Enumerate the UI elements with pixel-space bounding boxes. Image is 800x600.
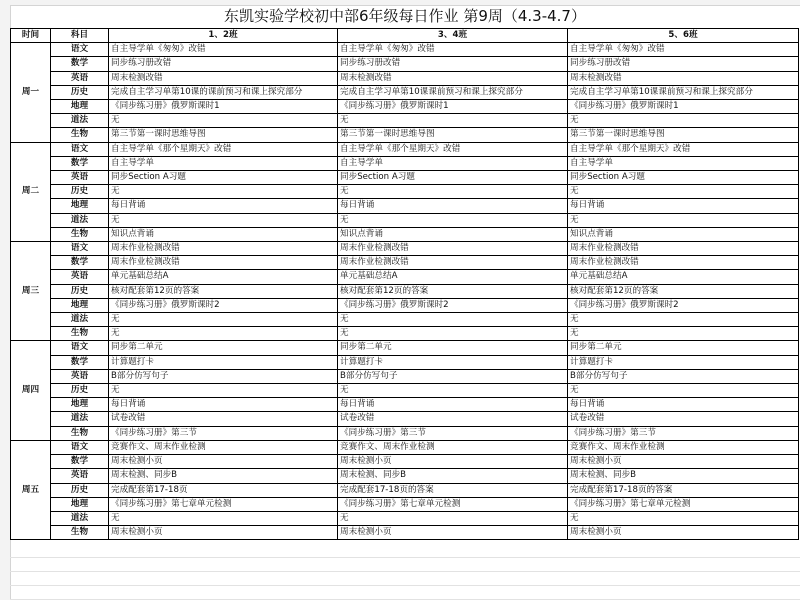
homework-cell[interactable]: 每日背诵 [568, 199, 799, 213]
homework-cell[interactable]: 无 [568, 327, 799, 341]
header-row [11, 29, 799, 43]
subject-cell[interactable]: 道法 [51, 313, 109, 327]
homework-cell[interactable]: 无 [338, 114, 568, 128]
homework-cell[interactable]: 计算题打卡 [338, 355, 568, 369]
homework-cell[interactable]: 《同步练习册》俄罗斯课时2 [109, 298, 338, 312]
homework-cell[interactable]: 《同步练习册》第三节 [568, 426, 799, 440]
homework-cell[interactable]: 试卷改错 [109, 412, 338, 426]
subject-cell[interactable]: 生物 [51, 128, 109, 142]
homework-cell[interactable]: 周末检测、同步B [338, 469, 568, 483]
homework-cell[interactable]: 同步练习册改错 [109, 57, 338, 71]
homework-cell[interactable]: B部分仿写句子 [109, 369, 338, 383]
table-row [11, 483, 799, 497]
empty-sheet-grid [10, 544, 800, 600]
homework-cell[interactable]: B部分仿写句子 [568, 369, 799, 383]
homework-cell[interactable]: 无 [109, 313, 338, 327]
subject-cell[interactable]: 地理 [51, 199, 109, 213]
subject-cell[interactable]: 道法 [51, 114, 109, 128]
subject-cell[interactable]: 语文 [51, 440, 109, 454]
homework-cell[interactable]: 竞赛作文、周末作业检测 [109, 440, 338, 454]
homework-cell[interactable]: 无 [109, 327, 338, 341]
homework-cell[interactable]: 无 [338, 313, 568, 327]
table-row [11, 156, 799, 170]
table-row [11, 327, 799, 341]
subject-cell[interactable]: 英语 [51, 270, 109, 284]
class-header[interactable]: 5、6班 [568, 29, 799, 43]
subject-cell[interactable]: 地理 [51, 298, 109, 312]
table-row [11, 71, 799, 85]
subject-cell[interactable]: 英语 [51, 369, 109, 383]
homework-table [10, 28, 799, 540]
subject-cell[interactable]: 生物 [51, 227, 109, 241]
homework-cell[interactable]: 无 [109, 185, 338, 199]
homework-cell[interactable]: 自主导学单《那个星期天》改错 [338, 142, 568, 156]
table-row [11, 199, 799, 213]
homework-cell[interactable]: 自主导学单 [568, 156, 799, 170]
homework-cell[interactable]: 无 [109, 114, 338, 128]
subject-cell[interactable]: 历史 [51, 85, 109, 99]
homework-cell[interactable]: 周末作业检测改错 [109, 242, 338, 256]
homework-cell[interactable]: 同步第二单元 [568, 341, 799, 355]
homework-cell[interactable]: 无 [338, 213, 568, 227]
homework-cell[interactable]: 周末检测改错 [109, 71, 338, 85]
homework-cell[interactable]: 同步第二单元 [338, 341, 568, 355]
subject-cell[interactable]: 道法 [51, 213, 109, 227]
homework-cell[interactable]: 核对配套第12页的答案 [568, 284, 799, 298]
homework-cell[interactable]: 竞赛作文、周末作业检测 [338, 440, 568, 454]
homework-cell[interactable]: 第三节第一课时思维导图 [109, 128, 338, 142]
subject-cell[interactable]: 英语 [51, 171, 109, 185]
subject-cell[interactable]: 数学 [51, 455, 109, 469]
homework-cell[interactable]: 每日背诵 [109, 199, 338, 213]
table-row [11, 369, 799, 383]
subject-cell[interactable]: 道法 [51, 511, 109, 525]
homework-cell[interactable]: 自主导学单 [338, 156, 568, 170]
sheet-title: 东凯实验学校初中部6年级每日作业 第9周（4.3-4.7） [224, 7, 586, 25]
homework-cell[interactable]: 周末检测小页 [109, 526, 338, 540]
homework-cell[interactable]: 无 [568, 384, 799, 398]
homework-cell[interactable]: 同步第二单元 [109, 341, 338, 355]
homework-cell[interactable]: 周末检测、同步B [568, 469, 799, 483]
homework-cell[interactable]: 无 [109, 384, 338, 398]
homework-cell[interactable]: 《同步练习册》俄罗斯课时2 [338, 298, 568, 312]
table-row [11, 398, 799, 412]
homework-cell[interactable]: 周末检测小页 [109, 455, 338, 469]
homework-cell[interactable]: 核对配套第12页的答案 [109, 284, 338, 298]
homework-cell[interactable]: 知识点背诵 [109, 227, 338, 241]
table-row [11, 242, 799, 256]
homework-cell[interactable]: 竞赛作文、周末作业检测 [568, 440, 799, 454]
homework-cell[interactable]: 《同步练习册》第三节 [338, 426, 568, 440]
homework-cell[interactable]: 《同步练习册》俄罗斯课时1 [568, 100, 799, 114]
table-row [11, 469, 799, 483]
homework-cell[interactable]: 每日背诵 [338, 199, 568, 213]
table-row [11, 57, 799, 71]
homework-cell[interactable]: 完成配套第17-18页 [109, 483, 338, 497]
class-header[interactable]: 3、4班 [338, 29, 568, 43]
table-row [11, 426, 799, 440]
homework-cell[interactable]: 周末检测改错 [568, 71, 799, 85]
table-row [11, 284, 799, 298]
homework-cell[interactable]: 周末作业检测改错 [109, 256, 338, 270]
table-row [11, 256, 799, 270]
subject-header[interactable]: 科目 [51, 29, 109, 43]
day-cell[interactable]: 周五 [11, 440, 51, 539]
homework-cell[interactable]: 自主导学单《匆匆》改错 [568, 43, 799, 57]
table-row [11, 412, 799, 426]
homework-cell[interactable]: 完成自主学习单第10课课前预习和课上探究部分 [338, 85, 568, 99]
homework-cell[interactable]: 计算题打卡 [109, 355, 338, 369]
homework-cell[interactable]: 周末检测小页 [338, 526, 568, 540]
class-header[interactable]: 1、2班 [109, 29, 338, 43]
homework-cell[interactable]: 第三节第一课时思维导图 [338, 128, 568, 142]
subject-cell[interactable]: 历史 [51, 384, 109, 398]
homework-cell[interactable]: 无 [568, 114, 799, 128]
table-row [11, 455, 799, 469]
homework-cell[interactable]: 自主导学单《那个星期天》改错 [109, 142, 338, 156]
homework-cell[interactable]: 周末作业检测改错 [338, 256, 568, 270]
table-row [11, 497, 799, 511]
homework-cell[interactable]: 自主导学单《那个星期天》改错 [568, 142, 799, 156]
subject-cell[interactable]: 生物 [51, 426, 109, 440]
homework-cell[interactable]: 《同步练习册》俄罗斯课时1 [109, 100, 338, 114]
homework-cell[interactable]: 自主导学单 [109, 156, 338, 170]
table-row [11, 511, 799, 525]
homework-cell[interactable]: 周末检测小页 [568, 526, 799, 540]
subject-cell[interactable]: 地理 [51, 497, 109, 511]
homework-cell[interactable]: 无 [338, 511, 568, 525]
homework-cell[interactable]: 《同步练习册》第七章单元检测 [109, 497, 338, 511]
table-row [11, 270, 799, 284]
homework-cell[interactable]: 无 [109, 511, 338, 525]
homework-cell[interactable]: 完成自主学习单第10课的课前预习和课上探究部分 [109, 85, 338, 99]
table-row [11, 43, 799, 57]
homework-cell[interactable]: 完成配套第17-18页的答案 [568, 483, 799, 497]
homework-cell[interactable]: 同步Section A习题 [338, 171, 568, 185]
subject-cell[interactable]: 生物 [51, 327, 109, 341]
homework-cell[interactable]: 单元基础总结A [338, 270, 568, 284]
day-cell[interactable]: 周三 [11, 242, 51, 341]
homework-cell[interactable]: 周末检测、同步B [109, 469, 338, 483]
subject-cell[interactable]: 地理 [51, 100, 109, 114]
homework-cell[interactable]: 每日背诵 [109, 398, 338, 412]
homework-cell[interactable]: 无 [338, 185, 568, 199]
table-row [11, 526, 799, 540]
subject-cell[interactable]: 地理 [51, 398, 109, 412]
homework-cell[interactable]: 每日背诵 [568, 398, 799, 412]
table-row [11, 341, 799, 355]
table-row [11, 227, 799, 241]
homework-cell[interactable]: 知识点背诵 [338, 227, 568, 241]
homework-cell[interactable]: 每日背诵 [338, 398, 568, 412]
subject-cell[interactable]: 数学 [51, 57, 109, 71]
homework-cell[interactable]: 第三节第一课时思维导图 [568, 128, 799, 142]
table-row [11, 313, 799, 327]
table-row [11, 355, 799, 369]
homework-cell[interactable]: 《同步练习册》俄罗斯课时2 [568, 298, 799, 312]
homework-cell[interactable]: 核对配套第12页的答案 [338, 284, 568, 298]
homework-cell[interactable]: 同步Section A习题 [568, 171, 799, 185]
subject-cell[interactable]: 数学 [51, 156, 109, 170]
homework-cell[interactable]: 无 [338, 327, 568, 341]
subject-cell[interactable]: 语文 [51, 43, 109, 57]
table-row [11, 142, 799, 156]
subject-cell[interactable]: 数学 [51, 355, 109, 369]
homework-cell[interactable]: 计算题打卡 [568, 355, 799, 369]
homework-cell[interactable]: 周末检测小页 [338, 455, 568, 469]
subject-cell[interactable]: 历史 [51, 483, 109, 497]
table-row [11, 213, 799, 227]
homework-cell[interactable]: 《同步练习册》第三节 [109, 426, 338, 440]
time-header[interactable]: 时间 [11, 29, 51, 43]
homework-cell[interactable]: 单元基础总结A [109, 270, 338, 284]
table-row [11, 85, 799, 99]
homework-cell[interactable]: 《同步练习册》俄罗斯课时1 [338, 100, 568, 114]
homework-cell[interactable]: 周末作业检测改错 [568, 242, 799, 256]
table-row [11, 298, 799, 312]
homework-cell[interactable]: 单元基础总结A [568, 270, 799, 284]
day-cell[interactable]: 周四 [11, 341, 51, 440]
homework-cell[interactable]: 完成自主学习单第10课课前预习和课上探究部分 [568, 85, 799, 99]
homework-cell[interactable]: 自主导学单《匆匆》改错 [338, 43, 568, 57]
homework-cell[interactable]: 无 [568, 213, 799, 227]
homework-cell[interactable]: 完成配套17-18页的答案 [338, 483, 568, 497]
homework-cell[interactable]: 《同步练习册》第七章单元检测 [568, 497, 799, 511]
table-row [11, 185, 799, 199]
homework-cell[interactable]: 同步练习册改错 [568, 57, 799, 71]
subject-cell[interactable]: 语文 [51, 341, 109, 355]
homework-cell[interactable]: 无 [338, 384, 568, 398]
homework-cell[interactable]: 试卷改错 [568, 412, 799, 426]
homework-cell[interactable]: 周末作业检测改错 [568, 256, 799, 270]
homework-cell[interactable]: 同步Section A习题 [109, 171, 338, 185]
subject-cell[interactable]: 历史 [51, 185, 109, 199]
table-row [11, 114, 799, 128]
table-row [11, 384, 799, 398]
day-cell[interactable]: 周一 [11, 43, 51, 142]
homework-cell[interactable]: 无 [568, 313, 799, 327]
homework-cell[interactable]: 《同步练习册》第七章单元检测 [338, 497, 568, 511]
day-cell[interactable]: 周二 [11, 142, 51, 241]
subject-cell[interactable]: 数学 [51, 256, 109, 270]
table-row [11, 440, 799, 454]
subject-cell[interactable]: 道法 [51, 412, 109, 426]
table-row [11, 128, 799, 142]
subject-cell[interactable]: 历史 [51, 284, 109, 298]
homework-cell[interactable]: 自主导学单《匆匆》改错 [109, 43, 338, 57]
subject-cell[interactable]: 英语 [51, 469, 109, 483]
table-row [11, 171, 799, 185]
homework-cell[interactable]: 试卷改错 [338, 412, 568, 426]
homework-cell[interactable]: 周末检测改错 [338, 71, 568, 85]
homework-cell[interactable]: 知识点背诵 [568, 227, 799, 241]
homework-cell[interactable]: 周末作业检测改错 [338, 242, 568, 256]
homework-cell[interactable]: 无 [109, 213, 338, 227]
subject-cell[interactable]: 英语 [51, 71, 109, 85]
homework-cell[interactable]: 无 [568, 511, 799, 525]
homework-cell[interactable]: 周末检测小页 [568, 455, 799, 469]
table-row [11, 100, 799, 114]
subject-cell[interactable]: 生物 [51, 526, 109, 540]
subject-cell[interactable]: 语文 [51, 242, 109, 256]
subject-cell[interactable]: 语文 [51, 142, 109, 156]
homework-cell[interactable]: 无 [568, 185, 799, 199]
homework-cell[interactable]: B部分仿写句子 [338, 369, 568, 383]
homework-cell[interactable]: 同步练习册改错 [338, 57, 568, 71]
